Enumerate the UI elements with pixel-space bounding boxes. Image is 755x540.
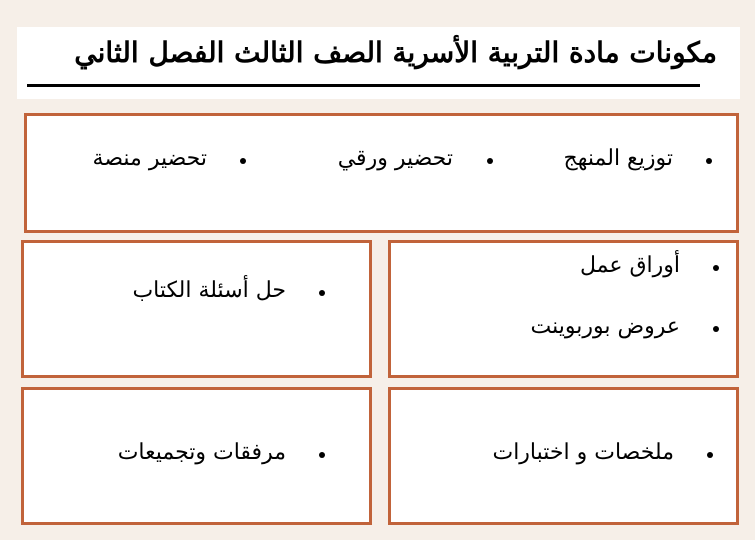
bullet-icon [707, 452, 713, 458]
middle-right-box [388, 240, 739, 378]
bullet-icon [706, 158, 712, 164]
page-title: مكونات مادة التربية الأسرية الصف الثالث الفصل الثاني [74, 36, 717, 69]
list-item: مرفقات وتجميعات [117, 440, 286, 465]
middle-left-box [21, 240, 372, 378]
list-item: تحضير ورقي [337, 146, 453, 171]
title-underline [27, 84, 700, 87]
list-item: أوراق عمل [579, 253, 680, 278]
bullet-icon [713, 326, 719, 332]
bullet-icon [319, 290, 325, 296]
list-item: حل أسئلة الكتاب [132, 278, 286, 303]
bullet-icon [319, 452, 325, 458]
list-item: عروض بوربوينت [530, 314, 680, 339]
list-item: ملخصات و اختبارات [492, 440, 674, 465]
bullet-icon [487, 158, 493, 164]
bullet-icon [713, 265, 719, 271]
list-item: تحضير منصة [92, 146, 207, 171]
bullet-icon [240, 158, 246, 164]
top-box [24, 113, 739, 233]
list-item: توزيع المنهج [563, 146, 673, 171]
